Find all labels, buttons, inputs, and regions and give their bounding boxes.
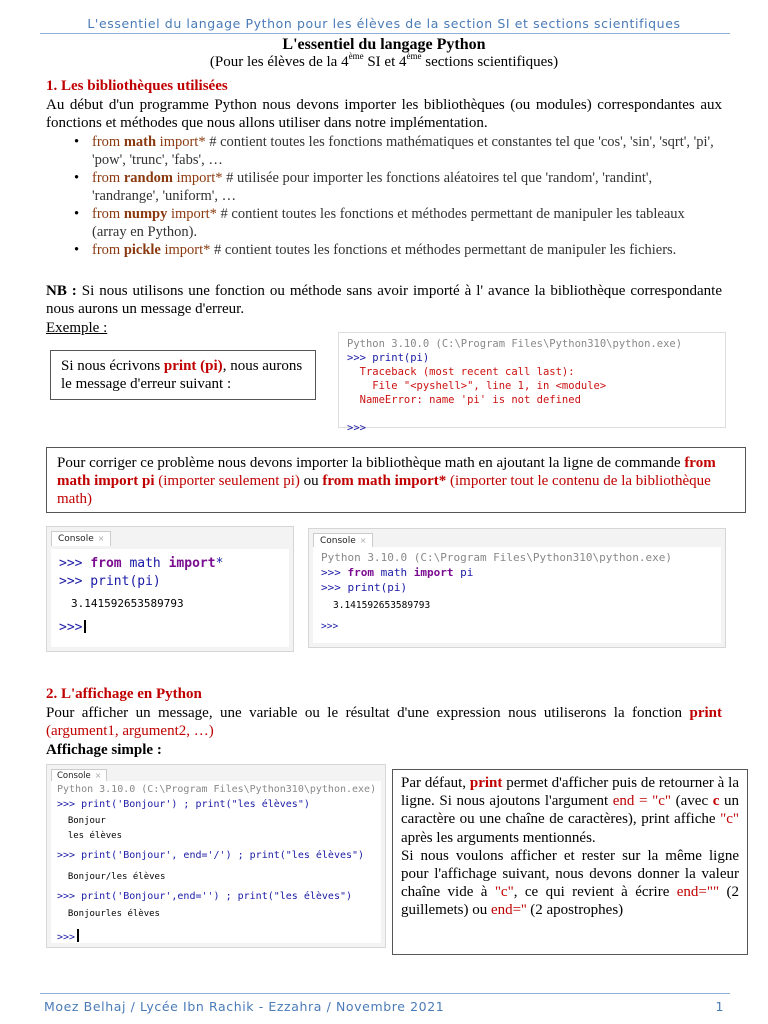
console-line: >>> print('Bonjour', end='/') ; print("les élèves") <box>57 850 365 861</box>
console-pane[interactable] <box>51 781 381 943</box>
section1-intro: Au début d'un programme Python nous devons importer les bibliothèques (ou modules) correspondantes aux fonctions et méthodes que nous allons utiliser dans notre implémentation. <box>46 97 722 131</box>
console-output: Bonjour <box>57 816 106 826</box>
example-label: Exemple : <box>46 320 108 336</box>
console-import-pi <box>308 528 726 648</box>
console-line: File "<pyshell>", line 1, in <module> <box>347 380 607 392</box>
document-title: L'essentiel du langage Python <box>282 36 486 53</box>
list-item: • from pickle import* # contient toutes les fonctions et méthodes permettant de manipuler les fichiers. <box>74 242 677 258</box>
console-import-all <box>46 526 294 652</box>
footer-divider <box>40 993 730 994</box>
library-list <box>46 133 722 259</box>
list-item: • from numpy import* # contient toutes les fonctions et méthodes permettant de manipuler les tableaux (array en Python). <box>74 206 685 240</box>
console-line <box>347 407 717 421</box>
console-line: >>> print(pi) <box>321 581 408 594</box>
page-number: 1 <box>715 999 724 1014</box>
section1-heading: 1. Les bibliothèques utilisées <box>46 78 228 94</box>
header-divider <box>40 33 730 34</box>
example-box: Si nous écrivons print (pi), nous aurons le message d'erreur suivant : <box>50 350 316 400</box>
console-prompt[interactable]: >>> <box>59 619 281 637</box>
console-line: >>> <box>347 422 366 434</box>
console-line: >>> print('Bonjour') ; print("les élèves") <box>57 798 310 810</box>
list-item: • from random import* # utilisée pour importer les fonctions aléatoires tel que 'random', 'randint', 'randrange', 'uniform', … <box>74 170 653 204</box>
console-output: Bonjour/les élèves <box>57 871 166 882</box>
print-explanation-box: Par défaut, print permet d'afficher puis de retourner à la ligne. Si nous ajoutons l'argument end = "c" (avec c un caractère ou une chaîne de caractères), print affiche "c" après les arguments mentionnés. Si nous voulons afficher et rester sur la même ligne pour l'affichage suivant, nous devons donner la valeur chaîne vide à "c", ce qui revient à écrire end="" (2 guillemets) ou end='' (2 apostrophes) <box>392 769 748 955</box>
list-item: • from math import* # contient toutes les fonctions mathématiques et constantes tel que 'cos', 'sin', 'sqrt', 'pi', 'pow', 'trunc', 'fabs', … <box>74 134 714 168</box>
console-tab[interactable]: Console × <box>313 533 373 548</box>
console-tab[interactable]: Console × <box>51 531 111 546</box>
console-output: les élèves <box>57 830 123 841</box>
console-print-examples <box>46 764 386 948</box>
console-pane[interactable] <box>51 549 289 647</box>
console-line: >>> from math import* <box>59 556 224 571</box>
console-tab[interactable]: Console × <box>51 769 107 782</box>
console-output: 3.141592653589793 <box>333 600 431 611</box>
error-console <box>338 332 726 434</box>
console-prompt[interactable]: >>> <box>57 929 375 946</box>
console-line: >>> print('Bonjour',end='') ; print("les élèves") <box>57 891 353 902</box>
close-icon[interactable]: × <box>94 771 102 780</box>
text-cursor <box>84 620 86 633</box>
console-line: >>> from math import pi <box>321 566 474 579</box>
console-line: Traceback (most recent call last): <box>347 366 575 378</box>
fix-box: Pour corriger ce problème nous devons importer la bibliothèque math en ajoutant la ligne de commande from math import pi (importer seulement pi) ou from math import* (importer tout le contenu de la bibliothèque math) <box>46 447 746 513</box>
console-line: >>> print(pi) <box>347 352 430 364</box>
page-header: L'essentiel du langage Python pour les élèves de la section SI et sections scientifiques <box>87 16 681 31</box>
close-icon[interactable]: × <box>359 536 367 545</box>
console-line: >>> print(pi) <box>59 574 161 589</box>
console-output: 3.141592653589793 <box>71 597 184 610</box>
console-pane[interactable] <box>313 547 721 643</box>
nb-note: NB : Si nous utilisons une fonction ou méthode sans avoir importé à l' avance la bibliothèque correspondante nous aurons un message d'erreur. <box>46 283 722 317</box>
console-line: Python 3.10.0 (C:\Program Files\Python310\python.exe) <box>57 784 377 795</box>
footer-text: Moez Belhaj / Lycée Ibn Rachik - Ezzahra / Novembre 2021 <box>44 999 445 1014</box>
console-line: Python 3.10.0 (C:\Program Files\Python310\python.exe) <box>347 338 683 350</box>
simple-display-label: Affichage simple : <box>46 742 162 758</box>
console-output: Bonjourles élèves <box>57 908 160 919</box>
console-line: NameError: name 'pi' is not defined <box>347 394 581 406</box>
close-icon[interactable]: × <box>97 534 105 543</box>
section2-heading: 2. L'affichage en Python <box>46 686 202 702</box>
section2-intro: Pour afficher un message, une variable ou le résultat d'une expression nous utiliserons la fonction print (argument1, argument2, …) <box>46 705 722 739</box>
text-cursor <box>77 929 79 942</box>
console-prompt[interactable]: >>> <box>321 621 339 632</box>
page-footer <box>44 999 724 1014</box>
document-subtitle: (Pour les élèves de la 4ème SI et 4ème sections scientifiques) <box>209 51 559 70</box>
console-line: Python 3.10.0 (C:\Program Files\Python310\python.exe) <box>321 551 672 564</box>
